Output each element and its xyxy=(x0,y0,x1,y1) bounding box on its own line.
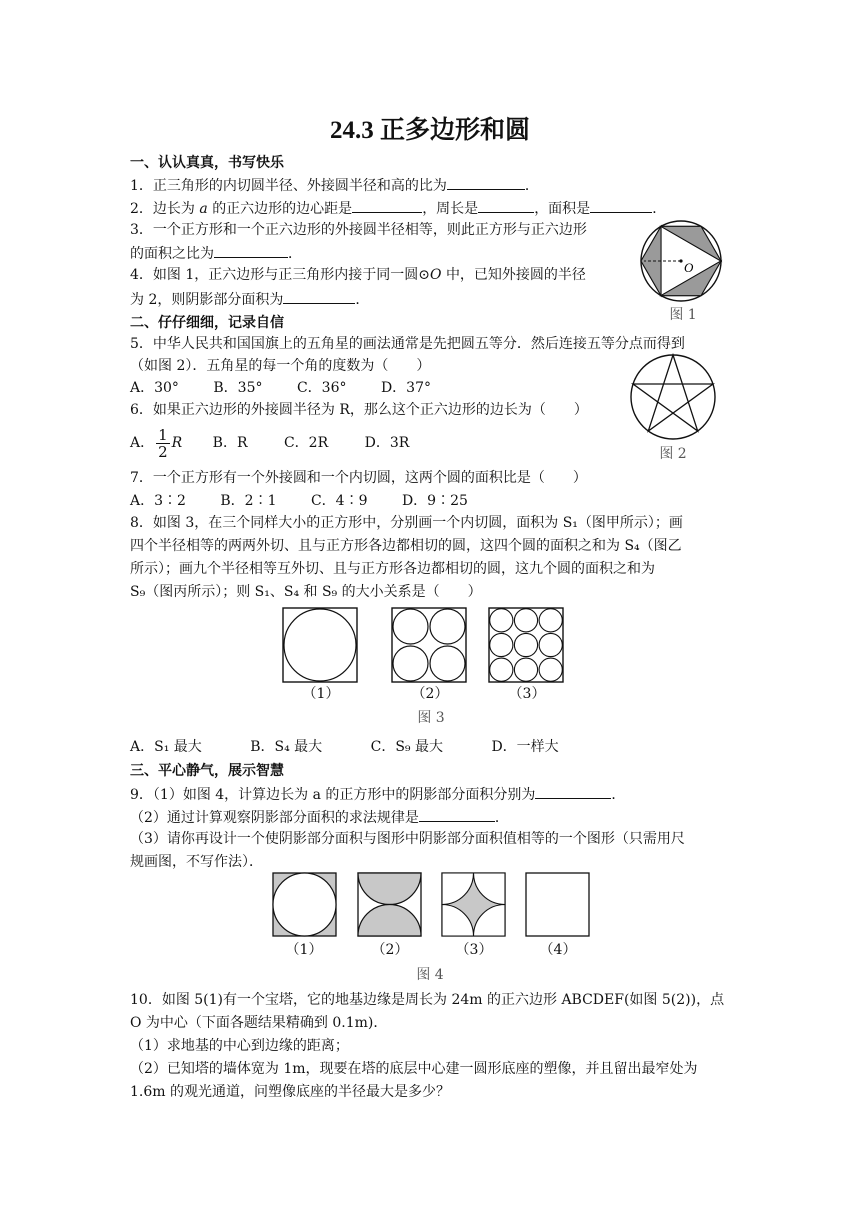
section-heading-1: 一、认认真真，书写快乐 xyxy=(130,155,284,171)
option-c[interactable]: C．S₉ 最大 xyxy=(370,739,443,755)
section-heading-3: 三、平心静气，展示智慧 xyxy=(130,763,284,779)
answer-blank[interactable] xyxy=(478,197,534,213)
figure-4-sub-3: （3） xyxy=(455,942,493,958)
figure-3-circles-in-squares xyxy=(282,607,564,683)
option-b[interactable]: B．S₄ 最大 xyxy=(250,739,323,755)
answer-blank[interactable] xyxy=(214,242,288,258)
question-10-line-2: O 为中心（下面各题结果精确到 0.1m)． xyxy=(130,1015,388,1031)
figure-3-panel-1 xyxy=(283,608,357,682)
question-1: 1．正三角形的内切圆半径、外接圆半径和高的比为 ． xyxy=(130,174,539,196)
page-title: 24.3 正多边形和圆 xyxy=(329,117,530,144)
question-10-line-1: 10．如图 5(1)有一个宝塔，它的地基边缘是周长为 24m 的正六边形 ABCDEF(如图 5(2))，点 xyxy=(130,992,725,1008)
question-9-part-3-line-1: （3）请你再设计一个使阴影部分面积与图形中阴影部分面积值相等的一个图形（只需用尺 xyxy=(130,831,685,847)
answer-blank[interactable] xyxy=(419,806,495,822)
question-4-line-2: 为 2，则阴影部分面积为 ． xyxy=(130,288,369,310)
option-a[interactable]: A．30° xyxy=(130,380,179,396)
option-a[interactable]: A．S₁ 最大 xyxy=(130,739,202,755)
figure-4-sub-1: （1） xyxy=(285,942,323,958)
figure-3-panel-2 xyxy=(392,608,466,682)
option-d[interactable]: D．一样大 xyxy=(491,739,559,755)
question-5-line-1: 5．中华人民共和国国旗上的五角星的画法通常是先把圆五等分．然后连接五等分点而得到 xyxy=(130,336,685,352)
figure-4-shaded-squares xyxy=(272,872,590,938)
question-6-options xyxy=(130,424,409,462)
figure-4-sub-2: （2） xyxy=(371,942,409,958)
figure-3-sub-2: （2） xyxy=(411,686,449,702)
figure-2-pentagram xyxy=(628,352,718,442)
answer-blank[interactable] xyxy=(352,197,422,213)
question-2: 2．边长为 a 的正六边形的边心距是 ，周长是 ，面积是 ． xyxy=(130,197,666,219)
question-10-part-2-line-1: （2）已知塔的墙体宽为 1m，现要在塔的底层中心建一圆形底座的塑像，并且留出最窄处为 xyxy=(130,1061,698,1077)
figure-4-panel-2 xyxy=(358,873,421,936)
question-4-line-1: 4．如图 1，正六边形与正三角形内接于同一圆⊙O 中，已知外接圆的半径 xyxy=(130,267,586,283)
option-d[interactable]: D．37° xyxy=(380,380,431,396)
figure-3-sub-1: （1） xyxy=(302,686,340,702)
option-a[interactable]: A． $\frac{1}{2}$ R xyxy=(130,425,183,461)
question-3-line-1: 3．一个正方形和一个正六边形的外接圆半径相等，则此正方形与正六边形 xyxy=(130,222,587,238)
figure-1-caption: 图 1 xyxy=(669,307,697,323)
question-10-part-1: （1）求地基的中心到边缘的距离； xyxy=(130,1038,349,1054)
figure-4-sub-4: （4） xyxy=(539,942,577,958)
option-d[interactable]: D．3R xyxy=(364,435,410,451)
question-8-line-2: 四个半径相等的两两外切、且与正方形各边都相切的圆，这四个圆的面积之和为 S₄（图乙 xyxy=(130,538,682,554)
option-b[interactable]: B．R xyxy=(212,435,248,451)
option-c[interactable]: C．36° xyxy=(296,380,347,396)
figure-4-panel-4 xyxy=(526,873,589,936)
section-heading-2: 二、仔仔细细，记录自信 xyxy=(130,315,284,331)
question-9-part-3-line-2: 规画图，不写作法）． xyxy=(130,854,263,870)
fraction-one-half: $\frac{1}{2}$ xyxy=(158,425,168,461)
figure-4-panel-3 xyxy=(442,873,505,936)
question-9-part-2: （2）通过计算观察阴影部分面积的求法规律是 ． xyxy=(130,806,509,828)
figure-1-hexagon-triangle xyxy=(638,218,724,304)
option-b[interactable]: B．35° xyxy=(213,380,263,396)
answer-blank[interactable] xyxy=(283,288,355,304)
figure-4-panel-1 xyxy=(273,873,336,936)
option-a[interactable]: A．3∶2 xyxy=(130,493,186,509)
option-d[interactable]: D．9∶25 xyxy=(401,493,468,509)
question-3-line-2: 的面积之比为 ． xyxy=(130,242,302,264)
option-c[interactable]: C．2R xyxy=(283,435,329,451)
question-8-line-1: 8．如图 3，在三个同样大小的正方形中，分别画一个内切圆，面积为 S₁（图甲所示）；画 xyxy=(130,515,683,531)
question-8-line-4: S₉（图丙所示）；则 S₁、S₄ 和 S₉ 的大小关系是（ ） xyxy=(130,584,482,600)
answer-blank[interactable] xyxy=(590,197,652,213)
figure-1-label-o: O xyxy=(684,260,694,275)
answer-blank[interactable] xyxy=(535,783,611,799)
question-7-options xyxy=(130,491,468,511)
question-5-line-2: （如图 2）．五角星的每一个角的度数为（ ） xyxy=(130,358,431,374)
option-c[interactable]: C．4∶9 xyxy=(310,493,368,509)
figure-3-caption: 图 3 xyxy=(417,710,445,726)
question-9-part-1: 9．（1）如图 4，计算边长为 a 的正方形中的阴影部分面积分别为 ． xyxy=(130,783,625,805)
question-8-line-3: 所示）；画九个半径相等互外切、且与正方形各边都相切的圆，这九个圆的面积之和为 xyxy=(130,561,655,577)
question-8-options xyxy=(130,737,559,757)
figure-3-sub-3: （3） xyxy=(508,686,546,702)
question-7: 7．一个正方形有一个外接圆和一个内切圆，这两个圆的面积比是（ ） xyxy=(130,470,587,486)
question-6: 6．如果正六边形的外接圆半径为 R，那么这个正六边形的边长为（ ） xyxy=(130,402,588,418)
answer-blank[interactable] xyxy=(447,174,525,190)
figure-2-caption: 图 2 xyxy=(659,446,687,462)
question-10-part-2-line-2: 1.6m 的观光通道，问塑像底座的半径最大是多少？ xyxy=(130,1084,450,1100)
figure-3-panel-3 xyxy=(489,608,563,682)
option-b[interactable]: B．2∶1 xyxy=(220,493,277,509)
question-5-options xyxy=(130,378,431,398)
figure-4-caption: 图 4 xyxy=(416,967,444,983)
